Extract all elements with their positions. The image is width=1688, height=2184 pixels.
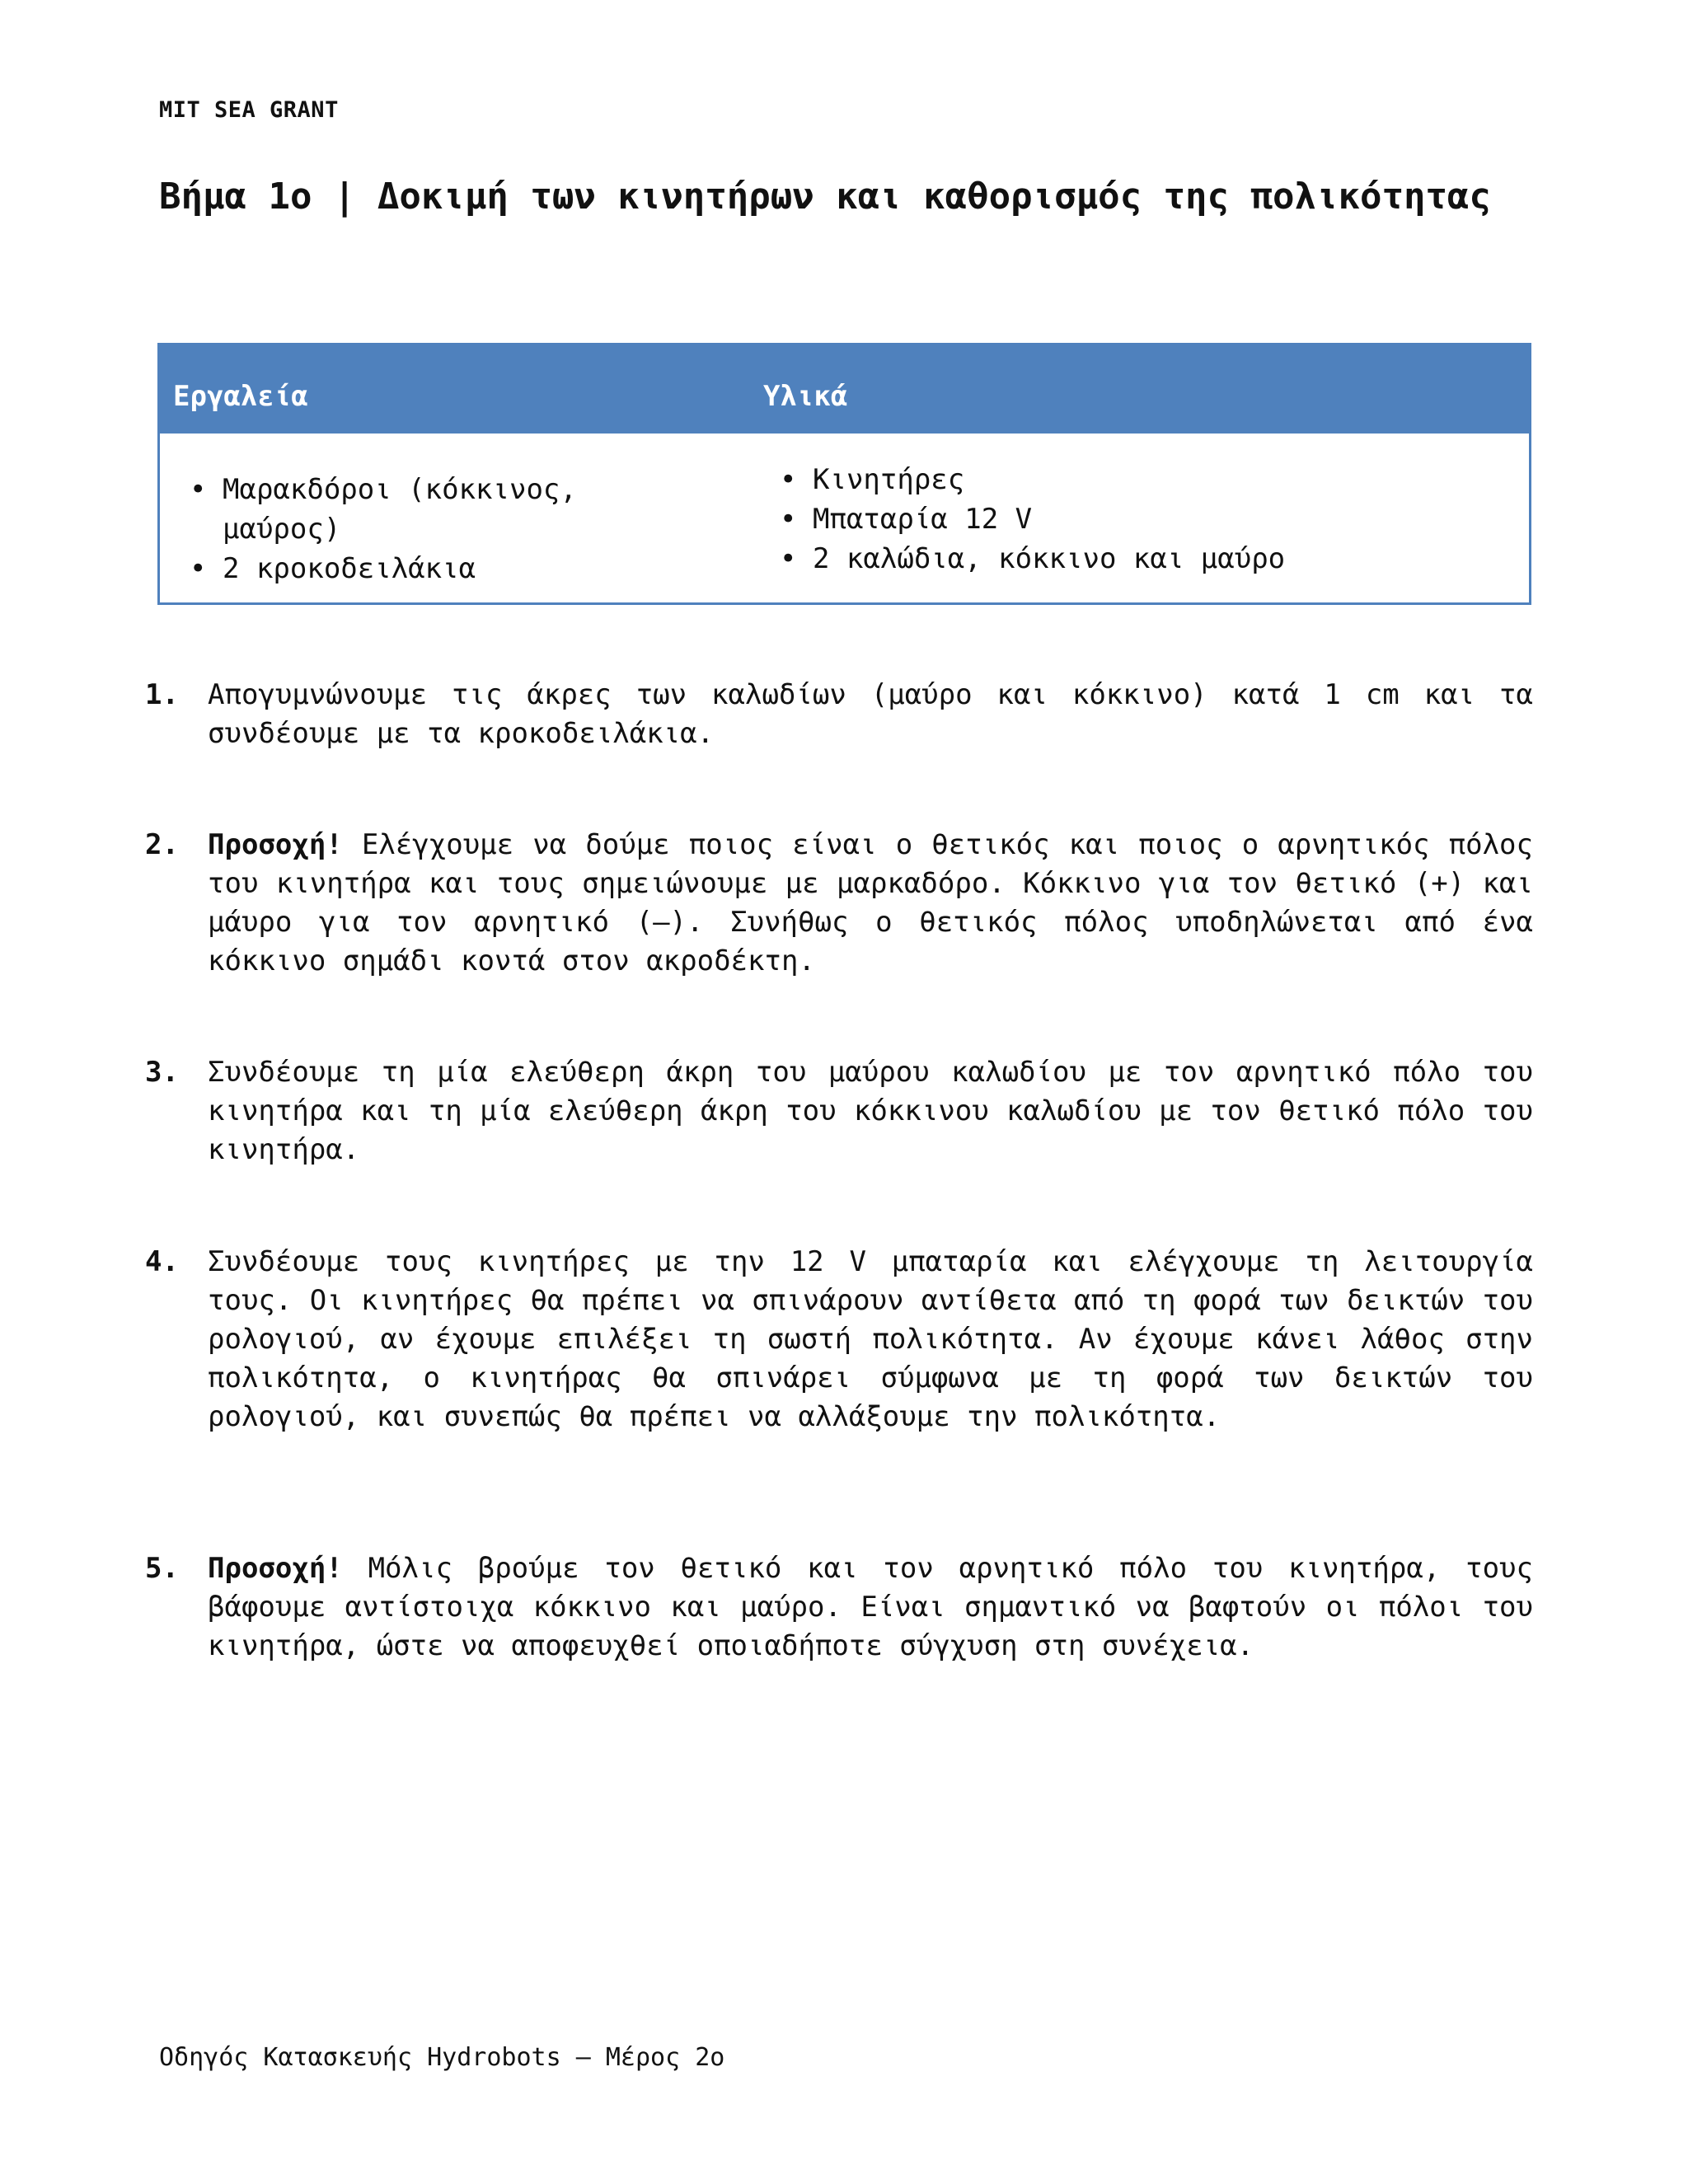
bullet-icon: • — [190, 473, 207, 506]
step-text: Προσοχή! Ελέγχουμε να δούμε ποιος είναι ο θετικός και ποιος ο αρνητικός πόλος του κινητήρα και τους σημειώνουμε με μαρκαδόρο. Κόκκινο για τον θετικό (+) και μάυρο για τον αρνητικό (–). Συνήθως ο θετικός πόλος υποδηλώνεται από ένα κόκκινο σημάδι κοντά στον ακροδέκτη. — [208, 828, 1533, 977]
materials-column-header: Υλικά — [763, 380, 848, 413]
step-item — [145, 1243, 1533, 1436]
bullet-icon: • — [780, 503, 797, 536]
step-item — [145, 1053, 1533, 1169]
bullet-icon: • — [780, 463, 797, 496]
page-footer: Οδηγός Κατασκευής Hydrobots – Μέρος 2ο — [159, 2043, 725, 2072]
table-body-row — [160, 434, 1529, 602]
step-text: Συνδέουμε τους κινητήρες με την 12 V μπαταρία και ελέγχουμε τη λειτουργία τους. Οι κινητήρες θα πρέπει να σπινάρουν αντίθετα από τη φορά των δεικτών του ρολογιού, αν έχουμε επιλέξει τη σωστή πολικότητα. Αν έχουμε κάνει λάθος στην πολικότητα, ο κινητήρας θα σπινάρει σύμφωνα με τη φορά των δεικτών του ρολογιού, και συνεπώς θα πρέπει να αλλάξουμε την πολικότητα. — [208, 1245, 1533, 1433]
list-item: • Μπαταρία 12 V — [776, 499, 1485, 539]
step-number: 2. — [145, 828, 179, 861]
list-item: • Μαρακδόροι (κόκκινος, μαύρος) — [186, 470, 648, 549]
step-text: Συνδέουμε τη μία ελεύθερη άκρη του μαύρου καλωδίου με τον αρνητικό πόλο του κινητήρα και τη μία ελεύθερη άκρη του κόκκινου καλωδίου με τον θετικό πόλο του κινητήρα. — [208, 1056, 1533, 1166]
organization-name: MIT SEA GRANT — [159, 97, 339, 123]
bullet-icon: • — [780, 542, 797, 575]
step-item — [145, 676, 1533, 753]
list-item: • Κινητήρες — [776, 460, 1485, 499]
tools-column-header: Εργαλεία — [173, 380, 308, 413]
warning-label: Προσοχή! — [208, 828, 343, 861]
step-number: 3. — [145, 1056, 179, 1089]
step-text: Προσοχή! Μόλις βρούμε τον θετικό και τον αρνητικό πόλο του κινητήρα, τους βάφουμε αντίστοιχα κόκκινο και μαύρο. Είναι σημαντικό να βαφτούν οι πόλοι του κινητήρα, ώστε να αποφευχθεί οποιαδήποτε σύγχυση στη συνέχεια. — [208, 1552, 1533, 1662]
step-number: 5. — [145, 1552, 179, 1585]
materials-list — [776, 460, 1485, 579]
bullet-icon: • — [190, 552, 207, 585]
step-text: Απογυμνώνουμε τις άκρες των καλωδίων (μαύρο και κόκκινο) κατά 1 cm και τα συνδέουμε με τα κροκοδειλάκια. — [208, 678, 1533, 750]
step-number: 1. — [145, 678, 179, 711]
step-item — [145, 1549, 1533, 1666]
page-title: Βήμα 1ο | Δοκιμή των κινητήρων και καθορισμός της πολικότητας — [159, 176, 1491, 218]
step-number: 4. — [145, 1245, 179, 1278]
tools-list — [186, 470, 648, 588]
table-header-row — [160, 345, 1529, 434]
list-item: • 2 κροκοδειλάκια — [186, 549, 648, 588]
tools-materials-table — [157, 343, 1531, 605]
list-item: • 2 καλώδια, κόκκινο και μαύρο — [776, 539, 1485, 579]
step-item — [145, 826, 1533, 981]
warning-label: Προσοχή! — [208, 1552, 343, 1585]
